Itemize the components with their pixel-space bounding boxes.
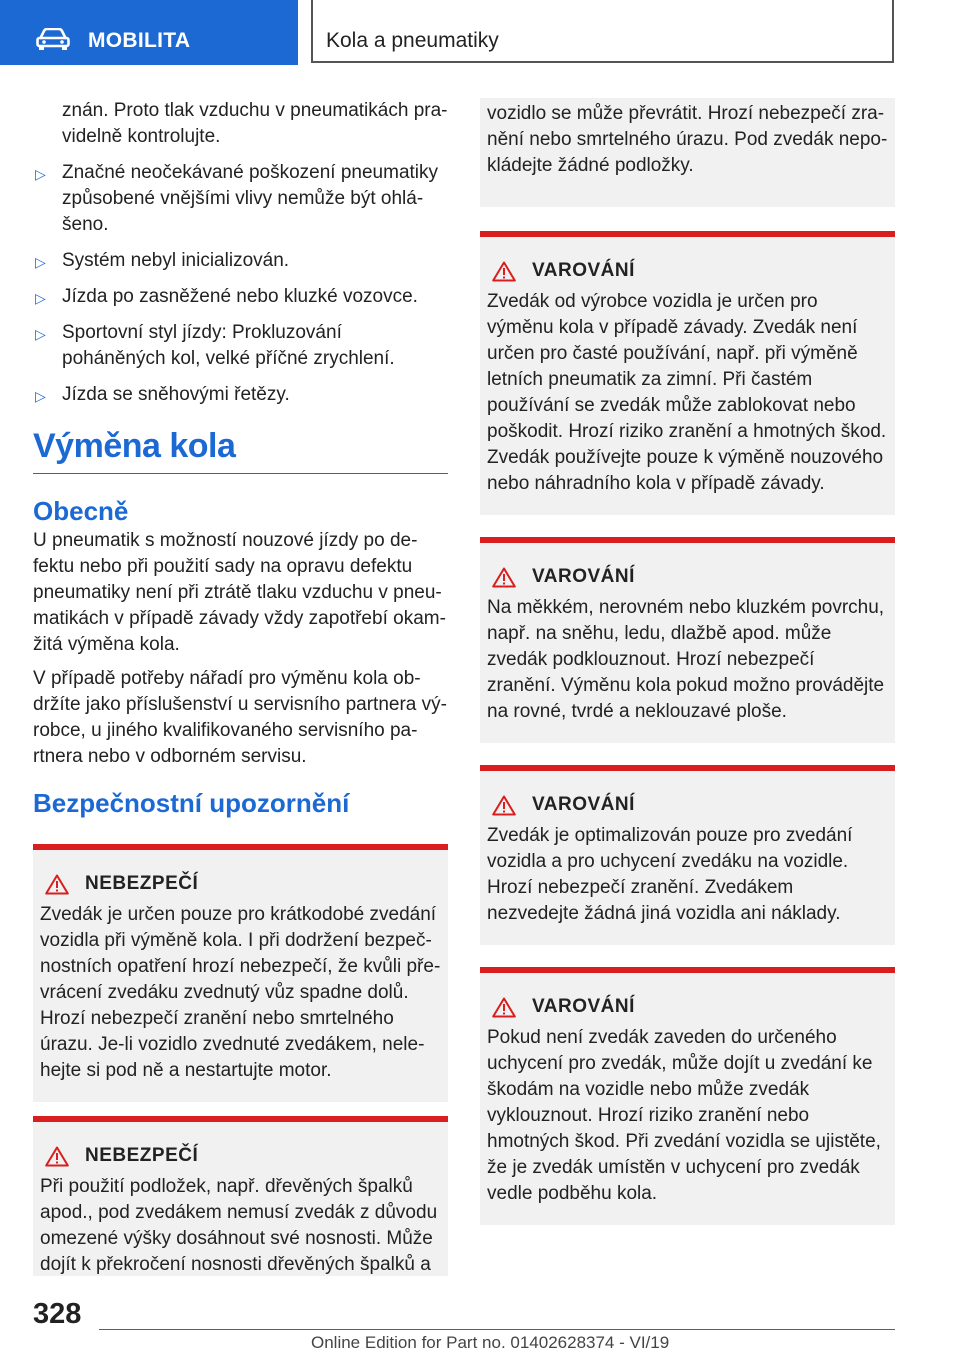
warning-box bbox=[480, 765, 895, 945]
paragraph: U pneumatik s možností nouzové jízdy po defektu nebo při použití sady na opravu defektu pneumatiky není při ztrátě tlaku vzduchu v pneumatikách v případě závady vždy zapotřebí okamžitá výměna kola. bbox=[33, 530, 446, 655]
warning-box bbox=[480, 537, 895, 743]
page-number: 328 bbox=[33, 1298, 82, 1330]
chapter-label: MOBILITA bbox=[88, 29, 191, 52]
subsection-title: Obecně bbox=[33, 496, 129, 526]
triangle-bullet-icon: ▷ bbox=[35, 254, 46, 270]
car-icon bbox=[36, 28, 70, 55]
right-column bbox=[480, 98, 895, 1225]
warning-text: Zvedák je optimalizován pouze pro zvedání vozidla a pro uchycení zvedáku na vozidle. Hrozí nebezpečí zranění. Zvedákem nezvedejte žádná jiná vozidla ani náklady. bbox=[487, 825, 853, 924]
warning-triangle-icon bbox=[45, 874, 69, 895]
subsection-title: Bezpečnostní upozornění bbox=[33, 788, 350, 818]
footer-divider bbox=[99, 1329, 895, 1330]
list-item: ▷ Jízda po zasněžené nebo kluzké vozovce. bbox=[33, 284, 448, 310]
list-item: ▷ Jízda se sněhovými řetězy. bbox=[33, 382, 448, 408]
continued-text: vozidlo se může převrátit. Hrozí nebezpečí zranění nebo smrtelného úrazu. Pod zvedák nepokládejte žádné podložky. bbox=[487, 103, 888, 176]
warning-box bbox=[480, 231, 895, 515]
continued-danger-box bbox=[480, 98, 895, 207]
warning-title: VAROVÁNÍ bbox=[532, 260, 635, 281]
warning-title: VAROVÁNÍ bbox=[532, 794, 635, 815]
danger-text: Zvedák je určen pouze pro krátkodobé zvedání vozidla při výměně kola. I při dodržení bezpečnostních opatření hrozí nebezpečí, že kvůli převrácení zvedáku zvednutý vůz spadne dolů. Hrozí nebezpečí zranění nebo smrtelného úrazu. Je-li vozidlo zvednuté zvedákem, nelehejte si pod ně a nestartujte motor. bbox=[40, 904, 441, 1081]
triangle-bullet-icon: ▷ bbox=[35, 166, 46, 182]
danger-text: Při použití podložek, např. dřevěných špalků apod., pod zvedákem nemusí zvedák z důvodu omezené výšky dosáhnout své nosnosti. Může dojít k překročení nosnosti dřevěných špalků a bbox=[40, 1176, 438, 1275]
chapter-tab[interactable] bbox=[0, 0, 298, 65]
warning-box bbox=[480, 967, 895, 1225]
warning-triangle-icon bbox=[492, 261, 516, 282]
list-item: ▷ Systém nebyl inicializován. bbox=[33, 248, 448, 274]
danger-box bbox=[33, 1116, 448, 1276]
warning-text: Na měkkém, nerovném nebo kluzkém povrchu, např. na sněhu, ledu, dlažbě apod. může zvedák podklouznout. Hrozí nebezpečí zranění. Výměnu kola pokud možno provádějte na rovné, tvrdé a neklouzavé ploše. bbox=[487, 597, 885, 722]
triangle-bullet-icon: ▷ bbox=[35, 290, 46, 306]
list-item: ▷ Sportovní styl jízdy: Prokluzování poháněných kol, velké příčné zrychlení. bbox=[35, 322, 395, 369]
warning-title: VAROVÁNÍ bbox=[532, 566, 635, 587]
left-column bbox=[33, 98, 448, 1276]
warning-triangle-icon bbox=[45, 1146, 69, 1167]
bullet-list bbox=[33, 160, 448, 408]
danger-title: NEBEZPEČÍ bbox=[85, 1145, 199, 1166]
edition-text: Online Edition for Part no. 01402628374 - VI/19 bbox=[311, 1333, 670, 1352]
warning-triangle-icon bbox=[492, 997, 516, 1018]
section-label: Kola a pneumatiky bbox=[326, 29, 499, 52]
triangle-bullet-icon: ▷ bbox=[35, 388, 46, 404]
continued-text: znán. Proto tlak vzduchu v pneumatikách pravidelně kontrolujte. bbox=[62, 100, 448, 147]
warning-title: VAROVÁNÍ bbox=[532, 996, 635, 1017]
section-title: Výměna kola bbox=[33, 426, 448, 474]
triangle-bullet-icon: ▷ bbox=[35, 326, 46, 342]
danger-box bbox=[33, 844, 448, 1102]
warning-triangle-icon bbox=[492, 567, 516, 588]
section-header bbox=[311, 0, 894, 63]
warning-triangle-icon bbox=[492, 795, 516, 816]
paragraph: V případě potřeby nářadí pro výměnu kola obdržíte jako příslušenství u servisního partnera výrobce, u jiného kvalifikovaného servisního partnera nebo v odborném servisu. bbox=[33, 668, 447, 767]
danger-title: NEBEZPEČÍ bbox=[85, 873, 199, 894]
warning-text: Pokud není zvedák zaveden do určeného uchycení pro zvedák, může dojít u zvedání ke škodám na vozidle nebo může zvedák vyklouznout. Hrozí riziko zranění nebo hmotných škod. Při zvedání vozidla se ujistěte, že je zvedák umístěn v uchycení pro zvedák vedle podběhu kola. bbox=[487, 1027, 881, 1204]
list-item: ▷ Značné neočekávané poškození pneumatiky způsobené vnějšími vlivy nemůže být ohlášeno. bbox=[35, 162, 439, 235]
warning-text: Zvedák od výrobce vozidla je určen pro výměnu kola v případě závady. Zvedák není určen pro časté používání, např. při výměně letních pneumatik za zimní. Při častém používání se zvedák může zablokovat nebo poškodit. Hrozí riziko zranění a hmotných škod. Zvedák používejte pouze k výměně nouzového nebo náhradního kola v případě závady. bbox=[487, 291, 887, 494]
